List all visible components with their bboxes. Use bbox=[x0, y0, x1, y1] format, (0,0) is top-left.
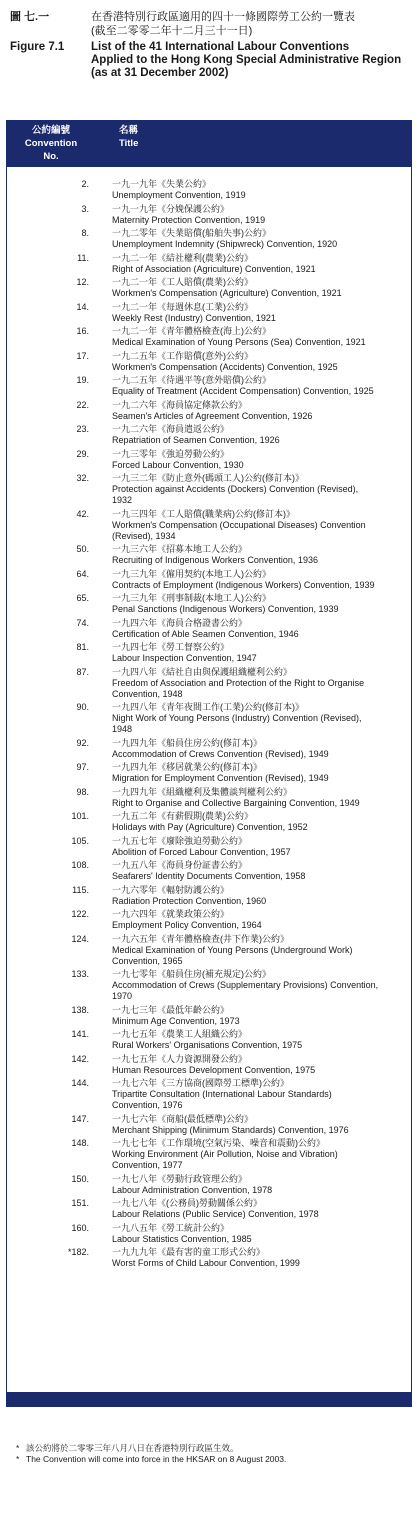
convention-title-en: Accommodation of Crews Convention (Revised), 1949 bbox=[112, 748, 329, 759]
convention-title-zh: 一九四八年《青年夜間工作(工業)公約(修訂本)》 bbox=[112, 702, 304, 712]
table-body bbox=[7, 179, 411, 1272]
conventions-table bbox=[6, 120, 412, 1407]
convention-title bbox=[112, 400, 408, 422]
table-row bbox=[7, 642, 411, 664]
convention-title-en: Penal Sanctions (Indigenous Workers) Convention, 1939 bbox=[112, 604, 339, 614]
convention-title bbox=[112, 787, 408, 809]
convention-title bbox=[112, 1029, 408, 1051]
convention-title-zh: 一九二六年《海員遣返公約》 bbox=[112, 424, 230, 434]
convention-title-en: Right of Association (Agriculture) Convention, 1921 bbox=[112, 263, 316, 274]
column-header-title-zh: 名稱 bbox=[119, 125, 139, 136]
convention-title-zh: 一九五二年《有薪假期(農業)公約》 bbox=[112, 811, 253, 821]
table-row bbox=[7, 738, 411, 760]
convention-title-en: Recruiting of Indigenous Workers Convention, 1936 bbox=[112, 555, 318, 565]
convention-title-zh: 一九四九年《移居就業公約(修訂本)》 bbox=[112, 762, 262, 772]
convention-number: 8. bbox=[81, 228, 89, 238]
convention-number: 17. bbox=[76, 350, 89, 361]
convention-number: 11. bbox=[77, 252, 89, 263]
convention-title bbox=[112, 702, 408, 735]
table-row bbox=[7, 702, 411, 735]
convention-title-en: Protection against Accidents (Dockers) Convention (Revised), bbox=[112, 484, 359, 494]
convention-title-en: Holidays with Pay (Agriculture) Convention, 1952 bbox=[112, 822, 308, 832]
convention-title-en: 1970 bbox=[112, 991, 133, 1001]
table-row bbox=[7, 1174, 411, 1196]
convention-title bbox=[112, 449, 408, 471]
convention-number: 142. bbox=[71, 1053, 89, 1064]
convention-title-zh: 一九六五年《青年體格檢查(井下作業)公約》 bbox=[112, 933, 289, 944]
column-header-title-en: Title bbox=[119, 138, 139, 149]
convention-title bbox=[112, 811, 408, 833]
convention-title-en: Medical Examination of Young Persons (Sea) Convention, 1921 bbox=[112, 337, 366, 347]
footnote-zh-text: 該公約將於二零零三年八月八日在香港特別行政區生效。 bbox=[26, 1443, 239, 1453]
table-row bbox=[7, 204, 411, 226]
footnote-marker: * bbox=[16, 1443, 20, 1453]
convention-number: 90. bbox=[76, 702, 89, 712]
convention-title bbox=[112, 1198, 408, 1220]
convention-title-en: Certification of Able Seamen Convention, 1946 bbox=[112, 628, 299, 639]
table-row bbox=[7, 1029, 411, 1051]
convention-title bbox=[112, 326, 408, 348]
table-row bbox=[7, 969, 411, 1002]
convention-title-zh: 一九二五年《待遇平等(意外賠償)公約》 bbox=[112, 375, 271, 385]
convention-title-zh: 一九二一年《結社權利(農業)公約》 bbox=[112, 252, 253, 263]
convention-title-zh: 一九七六年《商船(最低標準)公約》 bbox=[112, 1113, 253, 1124]
convention-title-en: Minimum Age Convention, 1973 bbox=[112, 1015, 240, 1026]
convention-title bbox=[112, 1005, 408, 1027]
table-row bbox=[7, 326, 411, 348]
convention-title bbox=[112, 618, 408, 640]
convention-title-zh: 一九二一年《青年體格檢查(海上)公約》 bbox=[112, 326, 271, 336]
convention-number: 115. bbox=[72, 884, 89, 895]
convention-title-en: Employment Policy Convention, 1964 bbox=[112, 920, 262, 930]
convention-title-zh: 一九二六年《海員協定條款公約》 bbox=[112, 399, 248, 410]
convention-number: 2. bbox=[81, 179, 89, 189]
convention-title-zh: 一九六四年《就業政策公約》 bbox=[112, 909, 230, 919]
table-row bbox=[7, 934, 411, 967]
column-header-no-zh: 公約編號 bbox=[31, 125, 70, 136]
convention-title-zh: 一九三九年《刑事制裁(本地工人)公約》 bbox=[112, 593, 271, 603]
convention-number: *182. bbox=[67, 1247, 89, 1257]
convention-title-zh: 一九七六年《三方協商(國際勞工標準)公約》 bbox=[112, 1078, 289, 1088]
convention-title-en: Forced Labour Convention, 1930 bbox=[112, 459, 244, 470]
footnote-zh bbox=[16, 1443, 286, 1454]
convention-title bbox=[112, 642, 408, 664]
footnote-en bbox=[16, 1454, 286, 1465]
convention-title-zh: 一九五七年《廢除強迫勞動公約》 bbox=[112, 835, 248, 846]
convention-title bbox=[112, 934, 408, 967]
convention-title-en: Convention, 1976 bbox=[112, 1100, 183, 1110]
convention-title-zh: 一九二一年《每週休息(工業)公約》 bbox=[112, 301, 253, 312]
convention-title-zh: 一九三九年《僱用契約(本地工人)公約》 bbox=[112, 568, 271, 579]
convention-title bbox=[112, 1247, 408, 1269]
footnotes bbox=[16, 1443, 286, 1465]
convention-title-en: Merchant Shipping (Minimum Standards) Convention, 1976 bbox=[112, 1124, 349, 1135]
convention-title-en: Maternity Protection Convention, 1919 bbox=[112, 214, 266, 225]
convention-title-en: Workmen's Compensation (Agriculture) Convention, 1921 bbox=[112, 288, 342, 298]
convention-number: 22. bbox=[76, 399, 89, 410]
table-row bbox=[7, 811, 411, 833]
convention-number: 14. bbox=[76, 301, 89, 312]
convention-title-en: Migration for Employment Convention (Revised), 1949 bbox=[112, 773, 329, 783]
convention-title-zh: 一九二一年《工人賠償(農業)公約》 bbox=[112, 277, 253, 287]
figure-title-en-line2: Applied to the Hong Kong Special Administrative Region bbox=[91, 54, 402, 66]
table-row bbox=[7, 400, 411, 422]
table-row bbox=[7, 449, 411, 471]
convention-title bbox=[112, 473, 408, 506]
convention-title-en: Accommodation of Crews (Supplementary Provisions) Convention, bbox=[112, 980, 379, 990]
table-row bbox=[7, 544, 411, 566]
convention-title bbox=[112, 909, 408, 931]
convention-number: 64. bbox=[76, 568, 89, 579]
convention-title-zh: 一九七三年《最低年齡公約》 bbox=[112, 1004, 230, 1015]
convention-title-en: Worst Forms of Child Labour Convention, 1999 bbox=[112, 1258, 300, 1268]
figure-title-en-line1: List of the 41 International Labour Conventions bbox=[91, 41, 350, 53]
column-header-no-en: Convention bbox=[24, 138, 78, 149]
convention-title bbox=[112, 1054, 408, 1076]
convention-title-en: Labour Inspection Convention, 1947 bbox=[112, 653, 257, 663]
table-row bbox=[7, 860, 411, 882]
table-row bbox=[7, 179, 411, 201]
convention-title-zh: 一九三四年《工人賠償(職業病)公約(修訂本)》 bbox=[112, 508, 295, 519]
convention-title-zh: 一九一九年《失業公約》 bbox=[112, 179, 212, 189]
header-en-row bbox=[10, 41, 414, 80]
convention-title-zh: 一九七五年《人力資源開發公約》 bbox=[112, 1053, 248, 1064]
convention-title-zh: 一九二零年《失業賠償(船舶失事)公約》 bbox=[112, 228, 271, 238]
table-row bbox=[7, 424, 411, 446]
convention-title-zh: 一九七八年《(公務員)勞動關係公約》 bbox=[112, 1198, 262, 1208]
convention-title bbox=[112, 1078, 408, 1111]
convention-number: 148. bbox=[71, 1138, 89, 1148]
convention-title bbox=[112, 509, 408, 542]
table-row bbox=[7, 1138, 411, 1171]
figure-label-en: Figure 7.1 bbox=[10, 41, 65, 53]
convention-title-en: Convention, 1977 bbox=[112, 1160, 183, 1170]
convention-title-en: 1948 bbox=[112, 724, 133, 734]
convention-title-en: Labour Relations (Public Service) Convention, 1978 bbox=[112, 1209, 319, 1219]
convention-number: 150. bbox=[71, 1173, 89, 1184]
table-row bbox=[7, 667, 411, 700]
convention-title-en: Convention, 1948 bbox=[112, 688, 183, 699]
convention-title-en: Unemployment Indemnity (Shipwreck) Convention, 1920 bbox=[112, 239, 338, 249]
convention-number: 74. bbox=[76, 617, 89, 628]
convention-title-en: Tripartite Consultation (International Labour Standards) bbox=[112, 1089, 332, 1099]
convention-title bbox=[112, 544, 408, 566]
convention-number: 29. bbox=[76, 448, 89, 459]
convention-number: 19. bbox=[76, 375, 89, 385]
table-row bbox=[7, 1054, 411, 1076]
convention-title-zh: 一九二五年《工作賠償(意外)公約》 bbox=[112, 350, 253, 361]
header-zh-row bbox=[10, 10, 414, 38]
convention-title-zh: 一九四九年《船員住房公約(修訂本)》 bbox=[112, 737, 262, 748]
convention-number: 144. bbox=[71, 1078, 89, 1088]
convention-title-en: Labour Administration Convention, 1978 bbox=[112, 1184, 273, 1195]
figure-label-zh: 圖 七.一 bbox=[10, 11, 50, 23]
convention-number: 65. bbox=[76, 593, 89, 603]
convention-number: 12. bbox=[76, 277, 89, 287]
convention-number: 50. bbox=[76, 544, 89, 554]
convention-title-zh: 一九七八年《勞動行政管理公約》 bbox=[112, 1173, 248, 1184]
table-footer-bar bbox=[7, 1392, 411, 1406]
convention-number: 108. bbox=[71, 860, 89, 870]
convention-title-en: Night Work of Young Persons (Industry) Convention (Revised), bbox=[112, 713, 362, 723]
convention-title bbox=[112, 667, 408, 700]
convention-title-en: Seamen's Articles of Agreement Convention, 1926 bbox=[112, 410, 313, 421]
convention-title bbox=[112, 179, 408, 201]
table-row bbox=[7, 885, 411, 907]
convention-title-zh: 一九一九年《分娩保護公約》 bbox=[112, 203, 230, 214]
convention-title-en: Repatriation of Seamen Convention, 1926 bbox=[112, 435, 280, 445]
convention-number: 160. bbox=[71, 1222, 89, 1233]
convention-title bbox=[112, 424, 408, 446]
convention-number: 16. bbox=[76, 326, 89, 336]
table-row bbox=[7, 473, 411, 506]
table-row bbox=[7, 1223, 411, 1245]
convention-title bbox=[112, 1114, 408, 1136]
convention-number: 23. bbox=[76, 424, 89, 434]
convention-number: 81. bbox=[76, 642, 89, 652]
convention-number: 32. bbox=[76, 473, 89, 483]
convention-title bbox=[112, 860, 408, 882]
convention-number: 105. bbox=[71, 835, 89, 846]
convention-title-zh: 一九七五年《農業工人組織公約》 bbox=[112, 1029, 248, 1039]
convention-title-en: Unemployment Convention, 1919 bbox=[112, 190, 246, 200]
table-row bbox=[7, 1078, 411, 1111]
convention-title-en: (Revised), 1934 bbox=[112, 530, 176, 541]
table-row bbox=[7, 375, 411, 397]
figure-title-en-line3: (as at 31 December 2002) bbox=[91, 67, 229, 79]
column-header-convention-no bbox=[7, 124, 95, 163]
convention-title-zh: 一九九九年《最有害的童工形式公約》 bbox=[112, 1247, 266, 1257]
table-row bbox=[7, 762, 411, 784]
convention-title-en: Weekly Rest (Industry) Convention, 1921 bbox=[112, 312, 276, 323]
convention-title-en: Workmen's Compensation (Occupational Diseases) Convention bbox=[112, 519, 366, 530]
convention-title-zh: 一九七七年《工作環境(空氣污染、噪音和震動)公約》 bbox=[112, 1138, 325, 1148]
convention-title bbox=[112, 204, 408, 226]
table-row bbox=[7, 569, 411, 591]
convention-number: 141. bbox=[71, 1029, 89, 1039]
table-row bbox=[7, 1005, 411, 1027]
convention-number: 97. bbox=[76, 762, 89, 772]
convention-title-en: Abolition of Forced Labour Convention, 1957 bbox=[112, 846, 291, 857]
convention-title-en: Equality of Treatment (Accident Compensation) Convention, 1925 bbox=[112, 386, 374, 396]
convention-title-zh: 一九三六年《招募本地工人公約》 bbox=[112, 544, 248, 554]
convention-title bbox=[112, 351, 408, 373]
convention-title bbox=[112, 836, 408, 858]
table-row bbox=[7, 618, 411, 640]
convention-title-en: Convention, 1965 bbox=[112, 955, 183, 966]
figure-title-zh-line1: 在香港特別行政區適用的四十一條國際勞工公約一覽表 bbox=[91, 11, 355, 23]
convention-title-en: Rural Workers' Organisations Convention, 1975 bbox=[112, 1040, 303, 1050]
convention-title bbox=[112, 1223, 408, 1245]
convention-title bbox=[112, 885, 408, 907]
convention-number: 124. bbox=[71, 933, 89, 944]
convention-title bbox=[112, 1138, 408, 1171]
convention-title bbox=[112, 969, 408, 1002]
figure-title-en bbox=[91, 41, 401, 80]
convention-number: 122. bbox=[71, 909, 89, 919]
table-row bbox=[7, 302, 411, 324]
convention-title bbox=[112, 1174, 408, 1196]
convention-title-en: Right to Organise and Collective Bargaining Convention, 1949 bbox=[112, 797, 360, 808]
convention-number: 138. bbox=[71, 1004, 89, 1015]
convention-title-en: Labour Statistics Convention, 1985 bbox=[112, 1233, 252, 1244]
convention-title-zh: 一九四八年《結社自由與保護組織權利公約》 bbox=[112, 666, 293, 677]
convention-title-zh: 一九七零年《船員住房(補充規定)公約》 bbox=[112, 969, 271, 979]
convention-title-zh: 一九六零年《輻射防護公約》 bbox=[112, 884, 230, 895]
footnote-marker: * bbox=[16, 1454, 20, 1464]
convention-title-en: Radiation Protection Convention, 1960 bbox=[112, 895, 267, 906]
table-row bbox=[7, 836, 411, 858]
convention-title bbox=[112, 302, 408, 324]
convention-title-zh: 一九三二年《防止意外(碼頭工人)公約(修訂本)》 bbox=[112, 473, 304, 483]
convention-title-en: Workmen's Compensation (Accidents) Convention, 1925 bbox=[112, 361, 338, 372]
figure-title-zh bbox=[91, 10, 355, 38]
convention-title bbox=[112, 277, 408, 299]
convention-title-zh: 一九四七年《勞工督察公約》 bbox=[112, 642, 230, 652]
table-row bbox=[7, 593, 411, 615]
table-row bbox=[7, 909, 411, 931]
column-header-title bbox=[119, 124, 138, 150]
convention-title-zh: 一九三零年《強迫勞動公約》 bbox=[112, 448, 230, 459]
convention-title bbox=[112, 253, 408, 275]
convention-title-en: Contracts of Employment (Indigenous Workers) Convention, 1939 bbox=[112, 579, 375, 590]
convention-number: 151. bbox=[71, 1198, 89, 1208]
figure-title-zh-line2: (截至二零零二年十二月三十一日) bbox=[91, 25, 253, 37]
convention-title bbox=[112, 375, 408, 397]
convention-number: 92. bbox=[76, 737, 89, 748]
table-row bbox=[7, 509, 411, 542]
convention-title-zh: 一九五八年《海員身份証書公約》 bbox=[112, 860, 248, 870]
table-row bbox=[7, 1114, 411, 1136]
convention-title-en: Freedom of Association and Protection of the Right to Organise bbox=[112, 677, 365, 688]
convention-title bbox=[112, 593, 408, 615]
convention-title bbox=[112, 569, 408, 591]
convention-number: 42. bbox=[76, 508, 89, 519]
convention-title-en: Medical Examination of Young Persons (Underground Work) bbox=[112, 944, 353, 955]
convention-title bbox=[112, 738, 408, 760]
convention-title-en: Human Resources Development Convention, 1975 bbox=[112, 1064, 316, 1075]
convention-title bbox=[112, 762, 408, 784]
convention-title-zh: 一九四九年《組織權利及集體談判權利公約》 bbox=[112, 786, 293, 797]
figure-header bbox=[10, 10, 414, 80]
convention-number: 133. bbox=[71, 969, 89, 979]
convention-number: 147. bbox=[71, 1113, 89, 1124]
table-row bbox=[7, 351, 411, 373]
table-row bbox=[7, 277, 411, 299]
table-row bbox=[7, 1247, 411, 1269]
convention-title-en: 1932 bbox=[112, 495, 133, 505]
table-row bbox=[7, 228, 411, 250]
table-row bbox=[7, 1198, 411, 1220]
footnote-en-text: The Convention will come into force in the HKSAR on 8 August 2003. bbox=[26, 1454, 287, 1464]
table-header bbox=[7, 121, 411, 167]
convention-title bbox=[112, 228, 408, 250]
convention-number: 3. bbox=[81, 203, 89, 214]
convention-title-en: Working Environment (Air Pollution, Noise and Vibration) bbox=[112, 1149, 338, 1159]
table-row bbox=[7, 253, 411, 275]
convention-title-zh: 一九四六年《海員合格證書公約》 bbox=[112, 617, 248, 628]
table-row bbox=[7, 787, 411, 809]
convention-number: 87. bbox=[76, 666, 89, 677]
convention-title-en: Seafarers' Identity Documents Convention, 1958 bbox=[112, 871, 306, 881]
column-header-no-en-2: No. bbox=[43, 151, 59, 162]
convention-title-zh: 一九八五年《勞工統計公約》 bbox=[112, 1222, 230, 1233]
convention-number: 101. bbox=[71, 811, 89, 821]
convention-number: 98. bbox=[76, 786, 89, 797]
